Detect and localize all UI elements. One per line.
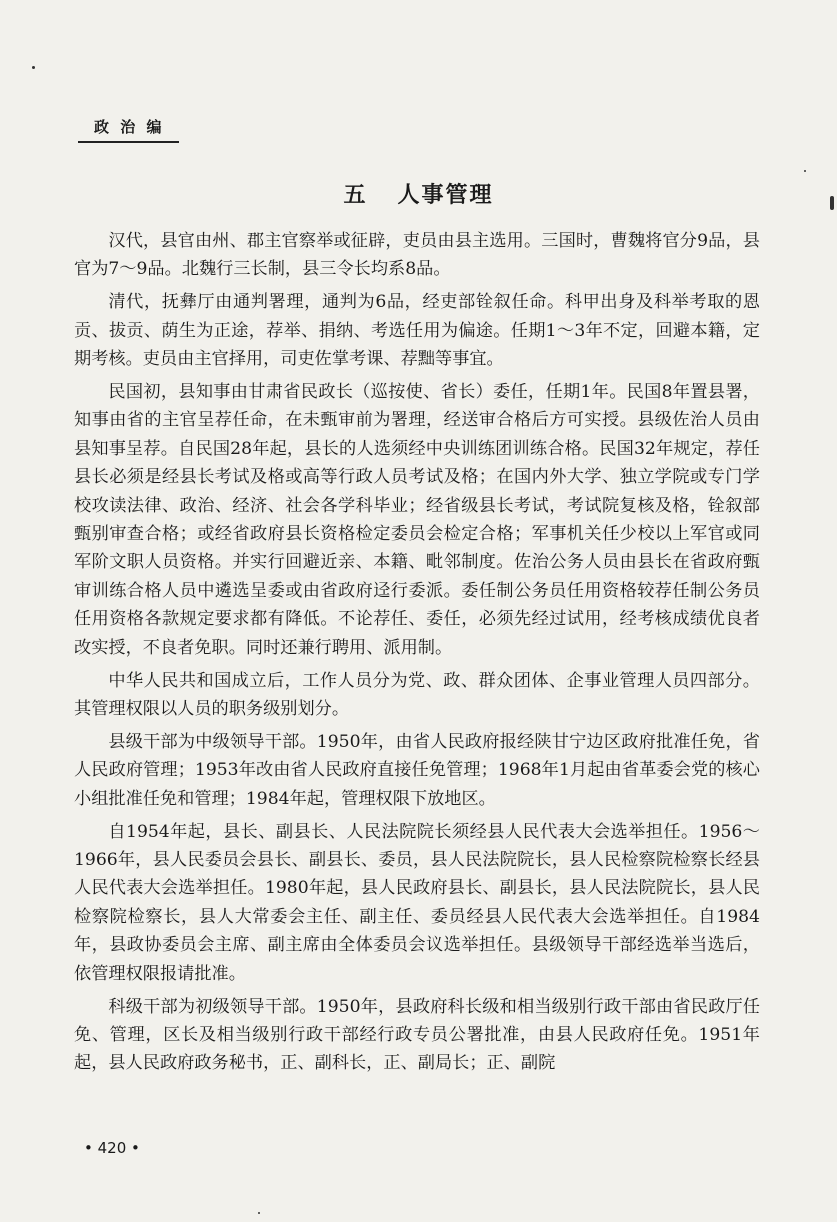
page-number: • 420 •: [84, 1139, 140, 1157]
running-header: [78, 116, 179, 143]
scan-speck: [32, 66, 35, 69]
section-title-text: 人事管理: [397, 182, 494, 208]
paragraph: 民国初，县知事由甘肃省民政长（巡按使、省长）委任，任期1年。民国8年置县署，知事由省的主官呈荐任命，在未甄审前为署理，经送审合格后方可实授。县级佐治人员由县知事呈荐。自民国28年起，县长的人选须经中央训练团训练合格。民国32年规定，荐任县长必须是经县长考试及格或高等行政人员考试及格；在国内外大学、独立学院或专门学校攻读法律、政治、经济、社会各学科毕业；经省级县长考试，考试院复核及格，铨叙部甄别审查合格；或经省政府县长资格检定委员会检定合格；军事机关任少校以上军官或同军阶文职人员资格。并实行回避近亲、本籍、毗邻制度。佐治公务人员由县长在省政府甄审训练合格人员中遴选呈委或由省政府迳行委派。委任制公务员任用资格较荐任制公务员任用资格各款规定要求都有降低。不论荐任、委任，必须先经过试用，经考核成绩优良者改实授，不良者免职。同时还兼行聘用、派用制。: [74, 382, 760, 658]
section-number: 五: [343, 182, 368, 208]
scan-speck: [804, 170, 806, 172]
paragraph: 自1954年起，县长、副县长、人民法院院长须经县人民代表大会选举担任。1956～1966年，县人民委员会县长、副县长、委员，县人民法院院长，县人民检察院检察长经县人民代表大会选举担任。1980年起，县人民政府县长、副县长，县人民法院院长，县人民检察院检察长，县人大常委会主任、副主任、委员经县人民代表大会选举担任。自1984年，县政协委员会主席、副主席由全体委员会议选举担任。县级领导干部经选举当选后，依管理权限报请批准。: [74, 821, 760, 984]
paragraph: 中华人民共和国成立后，工作人员分为党、政、群众团体、企事业管理人员四部分。其管理权限以人员的职务级别划分。: [74, 670, 760, 719]
paragraph: 县级干部为中级领导干部。1950年，由省人民政府报经陕甘宁边区政府批准任免，省人民政府管理；1953年改由省人民政府直接任免管理；1968年1月起由省革委会党的核心小组批准任免和管理；1984年起，管理权限下放地区。: [74, 731, 760, 809]
scan-speck: [830, 196, 834, 210]
paragraph: 清代，抚彝厅由通判署理，通判为6品，经吏部铨叙任命。科甲出身及科举考取的恩贡、拔贡、荫生为正途，荐举、捐纳、考选任用为偏途。任期1～3年不定，回避本籍，定期考核。吏员由主官择用，司吏佐掌考课、荐黜等事宜。: [74, 292, 760, 370]
paragraph: 科级干部为初级领导干部。1950年，县政府科长级和相当级别行政干部由省民政厅任免、管理，区长及相当级别行政干部经行政专员公署批准，由县人民政府任免。1951年起，县人民政府政务秘书，正、副科长，正、副局长；正、副院: [74, 996, 760, 1074]
body-text: [74, 227, 760, 1082]
scan-speck: [258, 1212, 260, 1214]
section-title: [0, 178, 837, 209]
paragraph: 汉代，县官由州、郡主官察举或征辟，吏员由县主选用。三国时，曹魏将官分9品，县官为7～9品。北魏行三长制，县三令长均系8品。: [74, 231, 760, 280]
section-label: 政 治 编: [94, 118, 165, 136]
